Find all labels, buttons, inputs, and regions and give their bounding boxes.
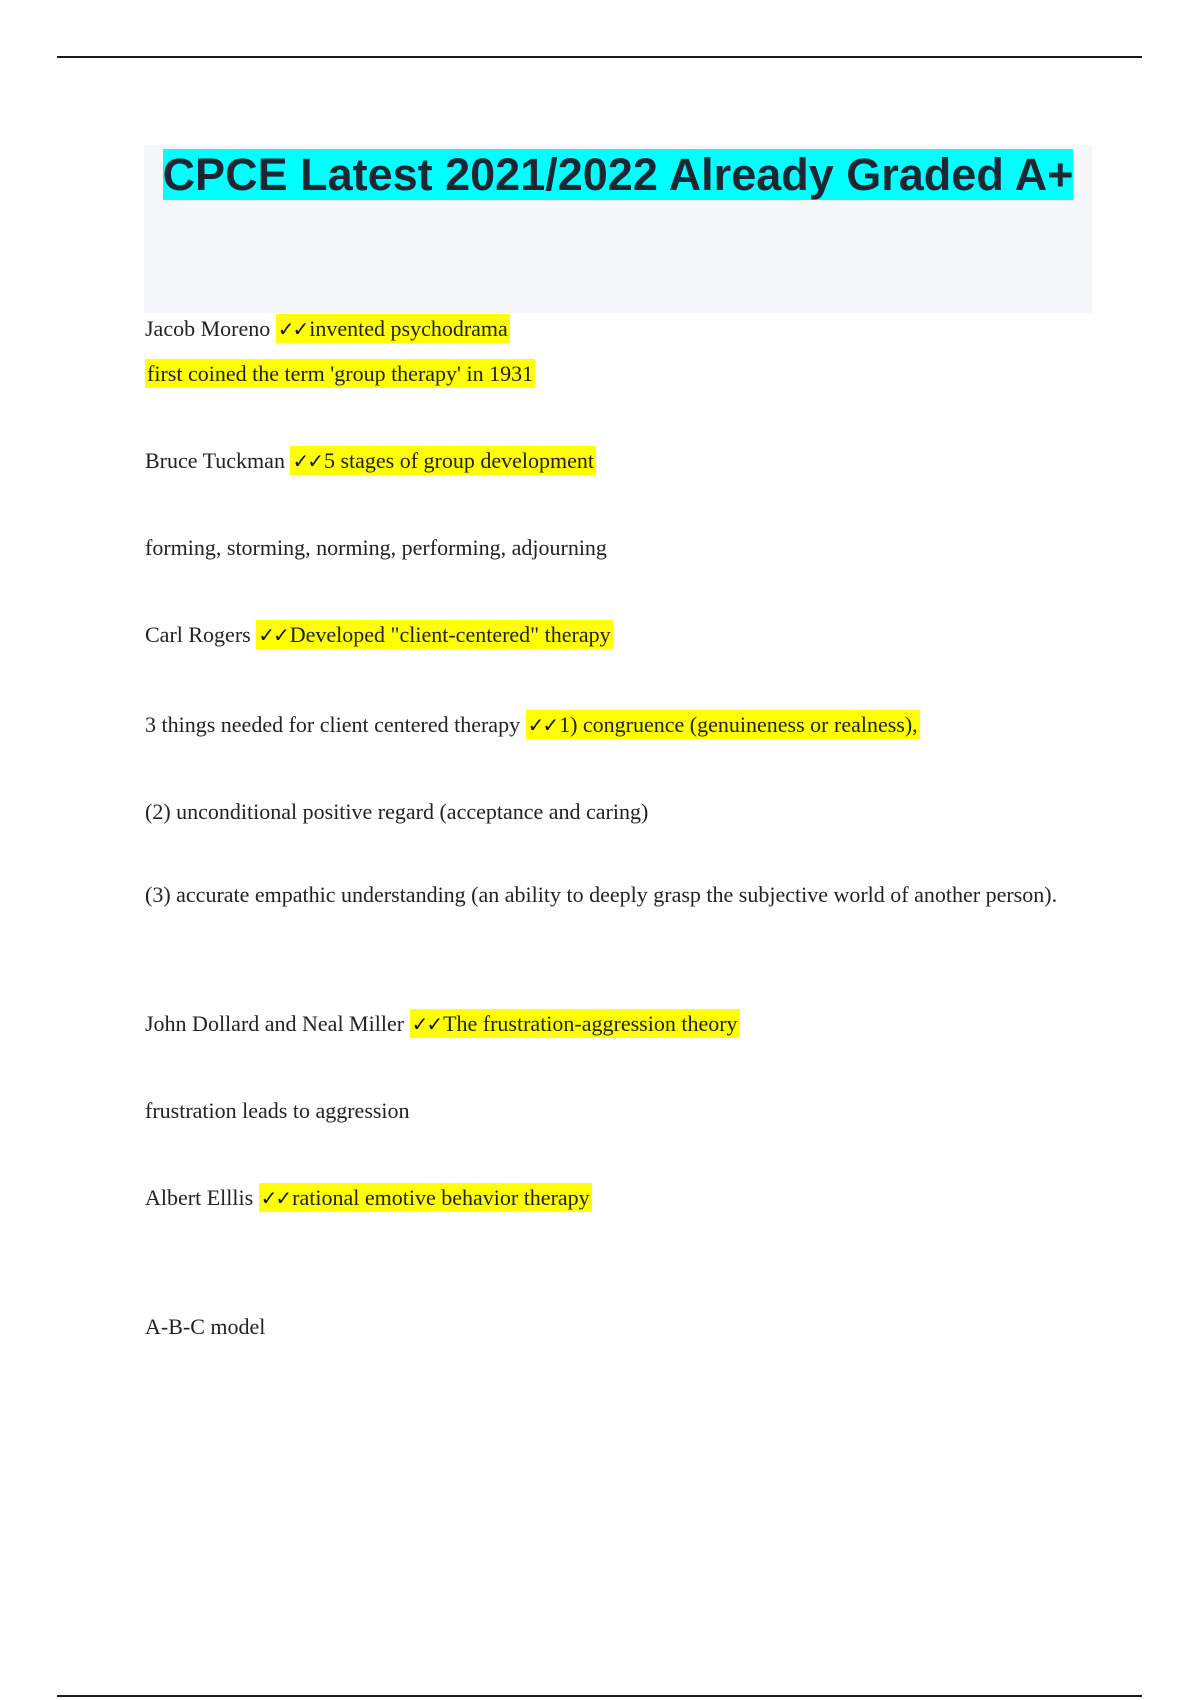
note: A-B-C model — [145, 1314, 266, 1339]
note: (2) unconditional positive regard (acceptance and caring) — [145, 799, 649, 824]
top-rule — [57, 56, 1142, 58]
answer-highlight — [410, 1009, 740, 1038]
entry-jacob-moreno — [145, 314, 510, 344]
double-check-icon: ✓✓ — [277, 317, 308, 341]
answer-highlight — [259, 1183, 592, 1212]
term: John Dollard and Neal Miller — [145, 1011, 405, 1036]
entry-carl-rogers — [145, 620, 613, 650]
entry-dollard-miller — [145, 1009, 740, 1039]
answer: 1) congruence (genuineness or realness), — [559, 712, 918, 737]
term: Carl Rogers — [145, 622, 251, 647]
bottom-rule — [57, 1695, 1142, 1697]
answer: Developed "client-centered" therapy — [289, 622, 611, 647]
double-check-icon: ✓✓ — [292, 449, 322, 473]
double-check-icon: ✓✓ — [258, 623, 288, 647]
entry-client-centered-note-2 — [145, 797, 648, 827]
title-box — [144, 145, 1092, 313]
note: forming, storming, norming, performing, adjourning — [145, 535, 607, 560]
double-check-icon: ✓✓ — [411, 1012, 442, 1036]
term: Albert Elllis — [145, 1185, 254, 1210]
answer: invented psychodrama — [309, 316, 508, 341]
entry-bruce-tuckman — [145, 446, 596, 476]
entry-client-centered-note-3: (3) accurate empathic understanding (an ability to deeply grasp the subjective world of another person). — [145, 882, 1058, 907]
entry-client-centered-needs — [145, 710, 920, 740]
term: Jacob Moreno — [145, 316, 271, 341]
answer-highlight — [290, 446, 596, 475]
double-check-icon: ✓✓ — [260, 1186, 291, 1210]
term: 3 things needed for client centered therapy — [145, 712, 521, 737]
answer-highlight — [256, 620, 612, 649]
entry-dollard-miller-note — [145, 1096, 410, 1126]
answer: rational emotive behavior therapy — [292, 1185, 590, 1210]
document-title: CPCE Latest 2021/2022 Already Graded A+ — [162, 149, 1074, 200]
answer-highlight — [526, 710, 920, 739]
entry-albert-ellis-note — [145, 1312, 265, 1342]
entry-bruce-tuckman-note — [145, 533, 607, 563]
note-highlight: first coined the term 'group therapy' in 1931 — [147, 361, 534, 386]
entry-albert-ellis — [145, 1183, 592, 1213]
term: Bruce Tuckman — [145, 448, 285, 473]
note: frustration leads to aggression — [145, 1098, 410, 1123]
answer: The frustration-aggression theory — [443, 1011, 738, 1036]
entry-jacob-moreno-note — [145, 359, 535, 389]
double-check-icon: ✓✓ — [527, 713, 558, 737]
answer-highlight — [276, 314, 510, 343]
answer: 5 stages of group development — [323, 448, 595, 473]
